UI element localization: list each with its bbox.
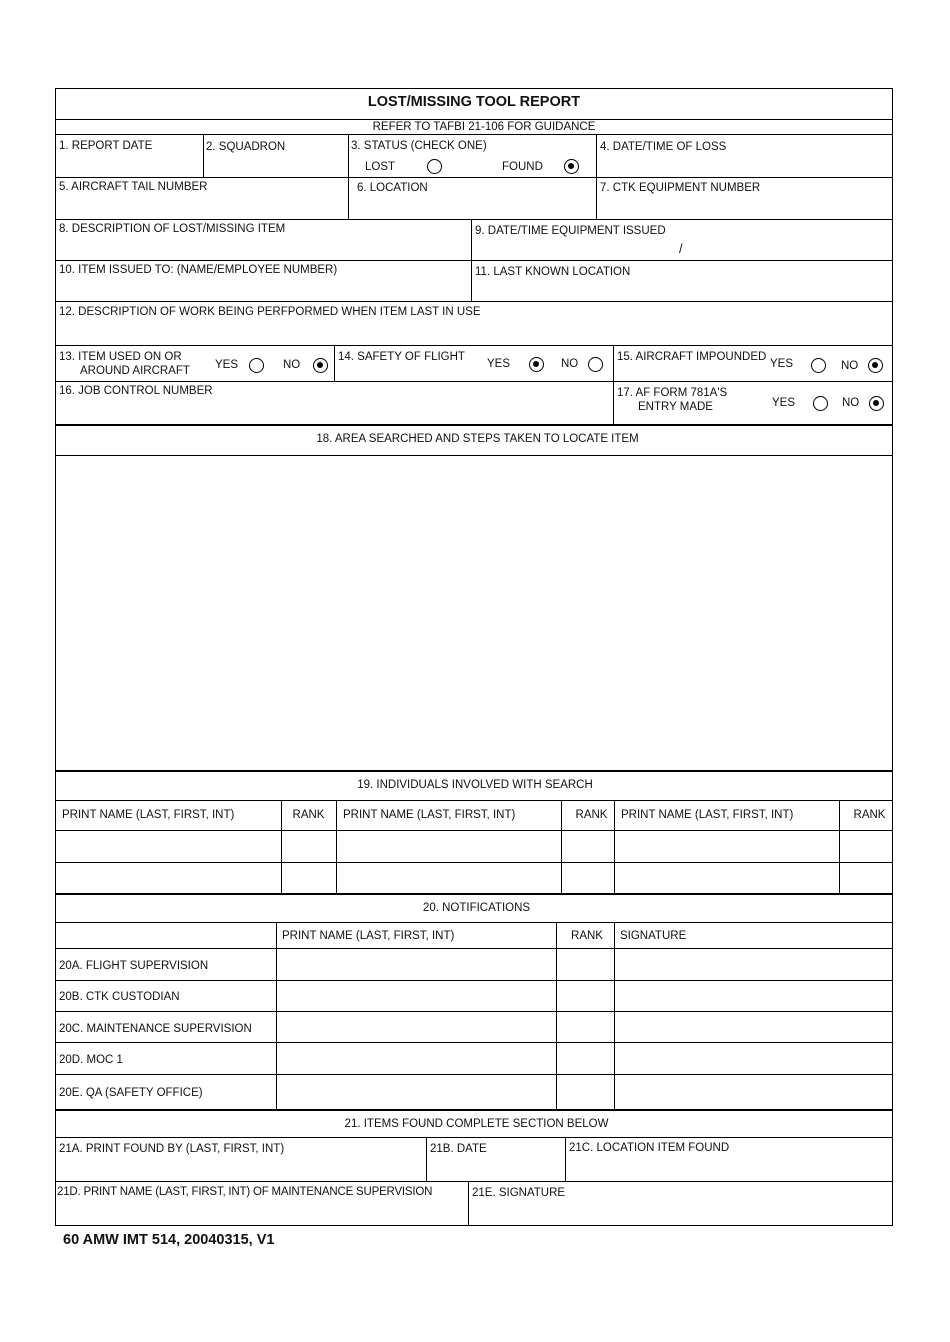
search-name-input[interactable]	[615, 863, 839, 893]
impounded-yes-label: YES	[770, 358, 794, 370]
divider	[55, 345, 893, 346]
divider	[55, 922, 893, 923]
report-date-label: 1. REPORT DATE	[59, 140, 153, 152]
search-col-rank-2: RANK	[575, 809, 608, 821]
notify-name-input[interactable]	[277, 1075, 556, 1109]
search-rank-input[interactable]	[840, 831, 892, 862]
aircraft-tail-number-label: 5. AIRCRAFT TAIL NUMBER	[59, 181, 208, 193]
notify-col-signature: SIGNATURE	[620, 930, 687, 942]
found-by-label: 21A. PRINT FOUND BY (LAST, FIRST, INT)	[59, 1143, 285, 1155]
item-used-on-aircraft-label-line2: AROUND AIRCRAFT	[80, 365, 190, 377]
divider	[55, 893, 893, 895]
aircraft-impounded-label: 15. AIRCRAFT IMPOUNDED	[617, 351, 767, 363]
search-rank-input[interactable]	[282, 831, 336, 862]
search-col-name-2: PRINT NAME (LAST, FIRST, INT)	[343, 809, 516, 821]
search-name-input[interactable]	[56, 831, 281, 862]
notify-rank-input[interactable]	[557, 1043, 614, 1074]
safety-no-label: NO	[561, 358, 579, 370]
notifications-heading: 20. NOTIFICATIONS	[422, 902, 531, 914]
notify-name-input[interactable]	[277, 949, 556, 980]
af-form-yes-radio[interactable]	[813, 396, 828, 411]
moc-label: 20D. MOC 1	[59, 1054, 123, 1066]
status-found-label: FOUND	[502, 161, 543, 173]
ctk-custodian-label: 20B. CTK CUSTODIAN	[59, 991, 180, 1003]
ctk-equipment-number-label: 7. CTK EQUIPMENT NUMBER	[600, 182, 761, 194]
safety-no-radio[interactable]	[588, 357, 603, 372]
date-time-of-loss-label: 4. DATE/TIME OF LOSS	[600, 141, 727, 153]
search-col-rank-3: RANK	[853, 809, 886, 821]
signature-label: 21E. SIGNATURE	[472, 1187, 566, 1199]
item-used-no-radio[interactable]	[313, 358, 328, 373]
search-col-rank-1: RANK	[292, 809, 325, 821]
notify-name-input[interactable]	[277, 981, 556, 1011]
search-rank-input[interactable]	[840, 863, 892, 893]
item-used-on-aircraft-label: 13. ITEM USED ON OR	[59, 351, 182, 363]
item-used-yes-label: YES	[215, 359, 239, 371]
search-name-input[interactable]	[337, 863, 561, 893]
impounded-no-label: NO	[841, 360, 859, 372]
squadron-label: 2. SQUADRON	[206, 141, 286, 153]
impounded-no-radio[interactable]	[868, 358, 883, 373]
date-time-separator: /	[679, 241, 683, 256]
af-form-no-radio[interactable]	[869, 396, 884, 411]
item-description-label: 8. DESCRIPTION OF LOST/MISSING ITEM	[59, 223, 286, 235]
divider	[55, 424, 893, 426]
divider	[55, 119, 893, 120]
status-lost-label: LOST	[365, 161, 396, 173]
status-lost-radio[interactable]	[427, 159, 442, 174]
search-col-name-3: PRINT NAME (LAST, FIRST, INT)	[621, 809, 794, 821]
status-found-radio[interactable]	[564, 159, 579, 174]
notify-rank-input[interactable]	[557, 981, 614, 1011]
divider	[613, 345, 614, 424]
divider	[334, 345, 335, 381]
notify-rank-input[interactable]	[557, 1012, 614, 1042]
search-rank-input[interactable]	[562, 863, 614, 893]
guidance-text: REFER TO TAFBI 21-106 FOR GUIDANCE	[372, 121, 596, 133]
area-searched-heading: 18. AREA SEARCHED AND STEPS TAKEN TO LOCATE ITEM	[316, 433, 639, 445]
area-searched-textarea[interactable]	[56, 456, 892, 769]
af-form-781a-label-line2: ENTRY MADE	[638, 401, 713, 413]
divider	[55, 800, 893, 801]
individuals-heading: 19. INDIVIDUALS INVOLVED WITH SEARCH	[357, 779, 593, 791]
af-form-781a-label: 17. AF FORM 781A'S	[617, 387, 728, 399]
status-label: 3. STATUS (CHECK ONE)	[351, 140, 487, 152]
maintenance-supervision-label: 20C. MAINTENANCE SUPERVISION	[59, 1023, 252, 1035]
notify-name-input[interactable]	[277, 1012, 556, 1042]
flight-supervision-label: 20A. FLIGHT SUPERVISION	[59, 960, 209, 972]
items-found-heading: 21. ITEMS FOUND COMPLETE SECTION BELOW	[344, 1118, 609, 1130]
af-form-no-label: NO	[842, 397, 860, 409]
safety-yes-label: YES	[487, 358, 511, 370]
search-rank-input[interactable]	[562, 831, 614, 862]
notify-col-name: PRINT NAME (LAST, FIRST, INT)	[282, 930, 455, 942]
item-used-yes-radio[interactable]	[249, 358, 264, 373]
divider	[55, 770, 893, 772]
notify-rank-input[interactable]	[557, 949, 614, 980]
location-found-label: 21C. LOCATION ITEM FOUND	[569, 1142, 730, 1154]
search-rank-input[interactable]	[282, 863, 336, 893]
found-date-label: 21B. DATE	[430, 1143, 487, 1155]
search-name-input[interactable]	[56, 863, 281, 893]
af-form-yes-label: YES	[772, 397, 796, 409]
notify-name-input[interactable]	[277, 1043, 556, 1074]
maintenance-supervision-name-label: 21D. PRINT NAME (LAST, FIRST, INT) OF MAINTENANCE SUPERVISION	[57, 1186, 433, 1198]
form-number: 60 AMW IMT 514, 20040315, V1	[63, 1232, 275, 1248]
last-known-location-label: 11. LAST KNOWN LOCATION	[475, 266, 631, 278]
form-title: LOST/MISSING TOOL REPORT	[367, 94, 581, 110]
date-time-issued-label: 9. DATE/TIME EQUIPMENT ISSUED	[475, 225, 666, 237]
search-name-input[interactable]	[615, 831, 839, 862]
location-label: 6. LOCATION	[357, 182, 428, 194]
notify-rank-input[interactable]	[557, 1075, 614, 1109]
notify-signature-input[interactable]	[615, 1012, 892, 1042]
work-description-label: 12. DESCRIPTION OF WORK BEING PERFPORMED WHEN ITEM LAST IN USE	[59, 306, 481, 318]
notify-col-rank: RANK	[571, 930, 603, 942]
impounded-yes-radio[interactable]	[811, 358, 826, 373]
search-col-name-1: PRINT NAME (LAST, FIRST, INT)	[62, 809, 235, 821]
item-issued-to-label: 10. ITEM ISSUED TO: (NAME/EMPLOYEE NUMBER)	[59, 264, 338, 276]
notify-signature-input[interactable]	[615, 1043, 892, 1074]
search-name-input[interactable]	[337, 831, 561, 862]
safety-of-flight-label: 14. SAFETY OF FLIGHT	[338, 351, 465, 363]
divider	[55, 1109, 893, 1111]
notify-signature-input[interactable]	[615, 1075, 892, 1109]
job-control-number-label: 16. JOB CONTROL NUMBER	[59, 385, 213, 397]
qa-safety-office-label: 20E. QA (SAFETY OFFICE)	[59, 1087, 203, 1099]
notify-signature-input[interactable]	[615, 981, 892, 1011]
notify-signature-input[interactable]	[615, 949, 892, 980]
item-used-no-label: NO	[283, 359, 301, 371]
safety-yes-radio[interactable]	[529, 357, 544, 372]
